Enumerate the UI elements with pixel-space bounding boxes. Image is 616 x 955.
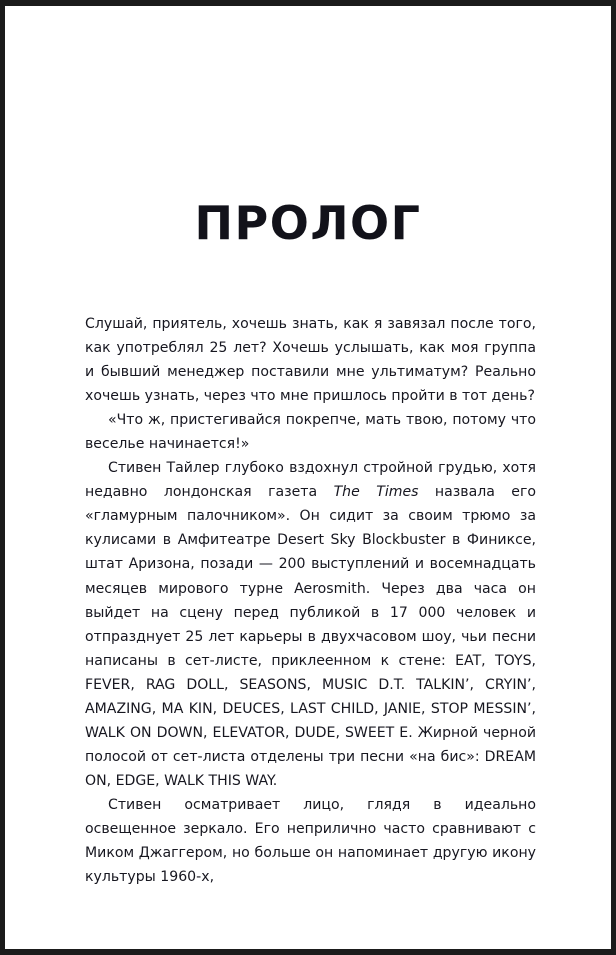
paragraph-4: Стивен осматривает лицо, глядя в идеально освещенное зеркало. Его неприлично часто сравнивают с Миком Джаггером, но больше он напоминает другую икону культуры 1960-х, [85,796,536,886]
paragraph-1: Слушай, приятель, хочешь знать, как я завязал после того, как употреблял 25 лет? Хочешь услышать, как моя группа и бывший менеджер поставили мне ультиматум? Реально хочешь узнать, через что мне пришлось пройти в тот день? [85,316,536,405]
paragraph-3-part-2: назвала его «гламурным палочником». Он сидит за своим трюмо за кулисами в Амфитеатре Desert Sky Blockbuster в Финиксе, штат Аризона, позади — 200 выступлений и восемнадцать месяцев мирового турне Aerosmith. Через два часа он выйдет на сцену перед публикой в 17 000 человек и отпразднует 25 лет карьеры в двухчасовом шоу, чьи песни написаны в сет-листе, приклеенном к стене: EAT, TOYS, FEVER, RAG DOLL, SEASONS, MUSIC D.T. TALKIN’, CRYIN’, AMAZING, MA KIN, DEUCES, LAST CHILD, JANIE, STOP MESSIN’, WALK ON DOWN, ELEVATOR, DUDE, SWEET E. Жирной черной полосой от сет-листа отделены три песни «на бис»: DREAM ON, EDGE, WALK THIS WAY. [85,484,536,789]
page-title: ПРОЛОГ [194,195,422,250]
paragraph-2: «Что ж, пристегивайся покрепче, мать твою, потому что веселье начинается!» [85,412,536,453]
newspaper-name-italic: The Times [333,484,419,501]
body-text [85,312,536,889]
paragraph-3 [85,456,536,793]
paragraph-3-part-1: Стивен Тайлер глубоко вздохнул стройной грудью, хотя недавно лондонская газета [85,460,536,501]
page-content-area [5,6,611,949]
